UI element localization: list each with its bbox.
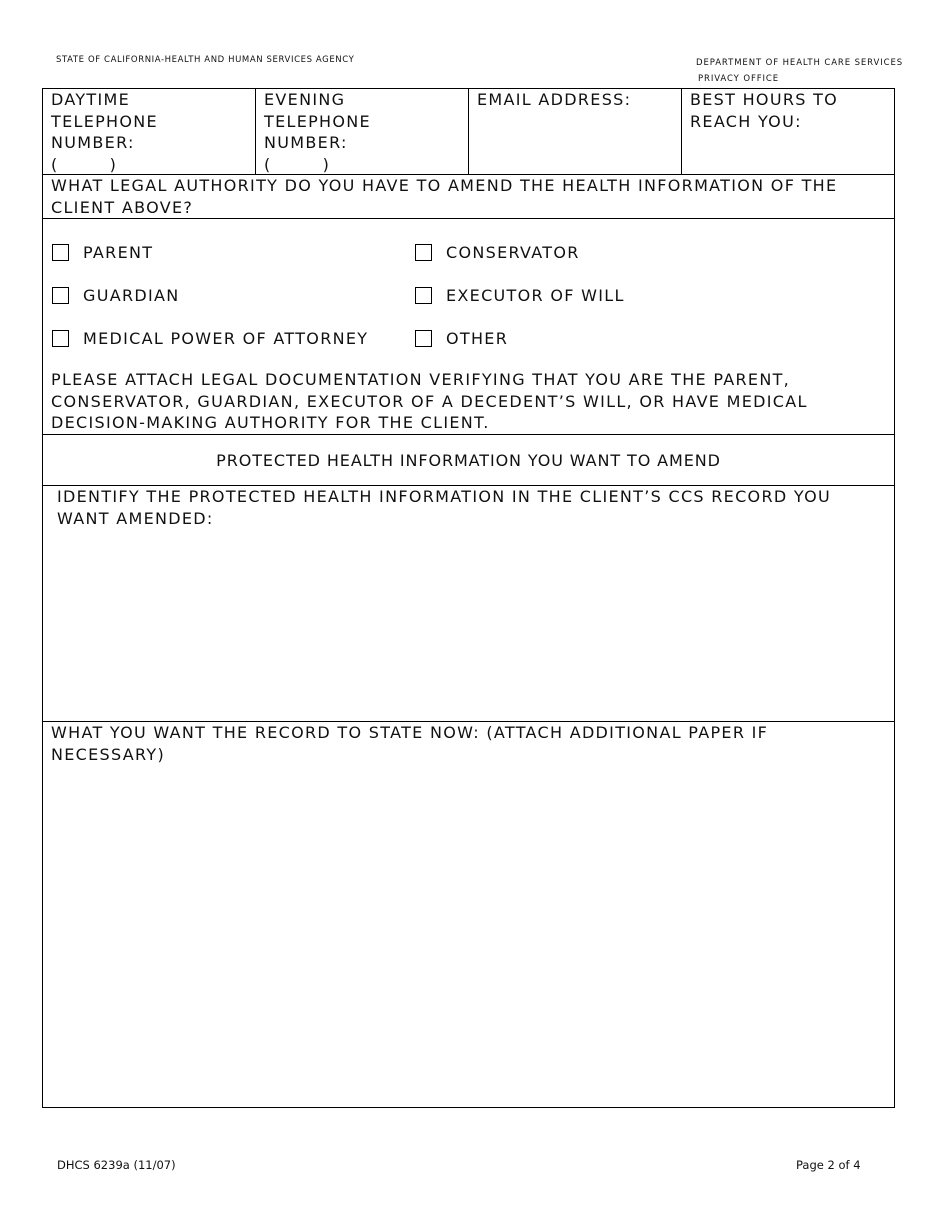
amendment-form bbox=[42, 88, 895, 1108]
hours-label-2: REACH YOU: bbox=[690, 111, 802, 131]
authority-options bbox=[43, 219, 894, 435]
option-conservator[interactable] bbox=[415, 242, 580, 264]
option-parent[interactable] bbox=[52, 242, 153, 264]
department-name: DEPARTMENT OF HEALTH CARE SERVICES bbox=[696, 58, 904, 68]
identify-label: IDENTIFY THE PROTECTED HEALTH INFORMATION IN THE CLIENT’S CCS RECORD YOU WANT AMENDED: bbox=[57, 487, 831, 528]
checkbox-parent[interactable] bbox=[52, 244, 69, 261]
contact-row bbox=[43, 89, 894, 175]
option-label: CONSERVATOR bbox=[446, 243, 580, 262]
email-label: EMAIL ADDRESS: bbox=[477, 90, 632, 109]
evening-label-3: NUMBER: bbox=[264, 133, 348, 152]
page-number: Page 2 of 4 bbox=[796, 1158, 861, 1172]
authority-question: WHAT LEGAL AUTHORITY DO YOU HAVE TO AMEND THE HEALTH INFORMATION OF THE CLIENT ABOVE? bbox=[43, 175, 894, 219]
hours-label-1: BEST HOURS TO bbox=[690, 90, 839, 109]
option-label: PARENT bbox=[83, 243, 154, 262]
option-label: GUARDIAN bbox=[83, 286, 180, 305]
record-state-field[interactable] bbox=[43, 722, 894, 1107]
checkbox-conservator[interactable] bbox=[415, 244, 432, 261]
option-label: OTHER bbox=[446, 329, 509, 348]
option-label: EXECUTOR OF WILL bbox=[446, 286, 625, 305]
checkbox-guardian[interactable] bbox=[52, 287, 69, 304]
option-executor[interactable] bbox=[415, 285, 625, 307]
option-medical-poa[interactable] bbox=[52, 328, 368, 350]
phi-section-title bbox=[43, 435, 894, 486]
best-hours-field[interactable] bbox=[682, 89, 894, 175]
checkbox-other[interactable] bbox=[415, 330, 432, 347]
daytime-area-code: ( ) bbox=[51, 154, 118, 174]
phi-title-text: PROTECTED HEALTH INFORMATION YOU WANT TO AMEND bbox=[216, 450, 721, 470]
option-other[interactable] bbox=[415, 328, 508, 350]
daytime-label-2: TELEPHONE bbox=[51, 111, 158, 131]
form-id: DHCS 6239a (11/07) bbox=[57, 1158, 176, 1172]
documentation-note: PLEASE ATTACH LEGAL DOCUMENTATION VERIFYING THAT YOU ARE THE PARENT, CONSERVATOR, GUARDIAN, EXECUTOR OF A DECEDENT’S WILL, OR HAVE MEDICAL DECISION-MAKING AUTHORITY FOR THE CLIENT. bbox=[51, 370, 808, 432]
daytime-label-1: DAYTIME bbox=[51, 90, 131, 109]
department-header bbox=[696, 55, 903, 87]
evening-label-1: EVENING bbox=[264, 90, 346, 109]
agency-header: STATE OF CALIFORNIA-HEALTH AND HUMAN SERVICES AGENCY bbox=[56, 55, 355, 65]
privacy-office: PRIVACY OFFICE bbox=[698, 74, 780, 84]
daytime-label-3: NUMBER: bbox=[51, 133, 135, 152]
option-label: MEDICAL POWER OF ATTORNEY bbox=[83, 329, 369, 348]
checkbox-medical-poa[interactable] bbox=[52, 330, 69, 347]
evening-label-2: TELEPHONE bbox=[264, 111, 371, 131]
checkbox-executor[interactable] bbox=[415, 287, 432, 304]
option-guardian[interactable] bbox=[52, 285, 180, 307]
state-now-label: WHAT YOU WANT THE RECORD TO STATE NOW: (ATTACH ADDITIONAL PAPER IF NECESSARY) bbox=[51, 723, 769, 764]
identify-phi-field[interactable] bbox=[43, 486, 894, 722]
evening-phone-field[interactable] bbox=[256, 89, 469, 175]
email-field[interactable] bbox=[469, 89, 682, 175]
evening-area-code: ( ) bbox=[264, 154, 331, 174]
daytime-phone-field[interactable] bbox=[43, 89, 256, 175]
